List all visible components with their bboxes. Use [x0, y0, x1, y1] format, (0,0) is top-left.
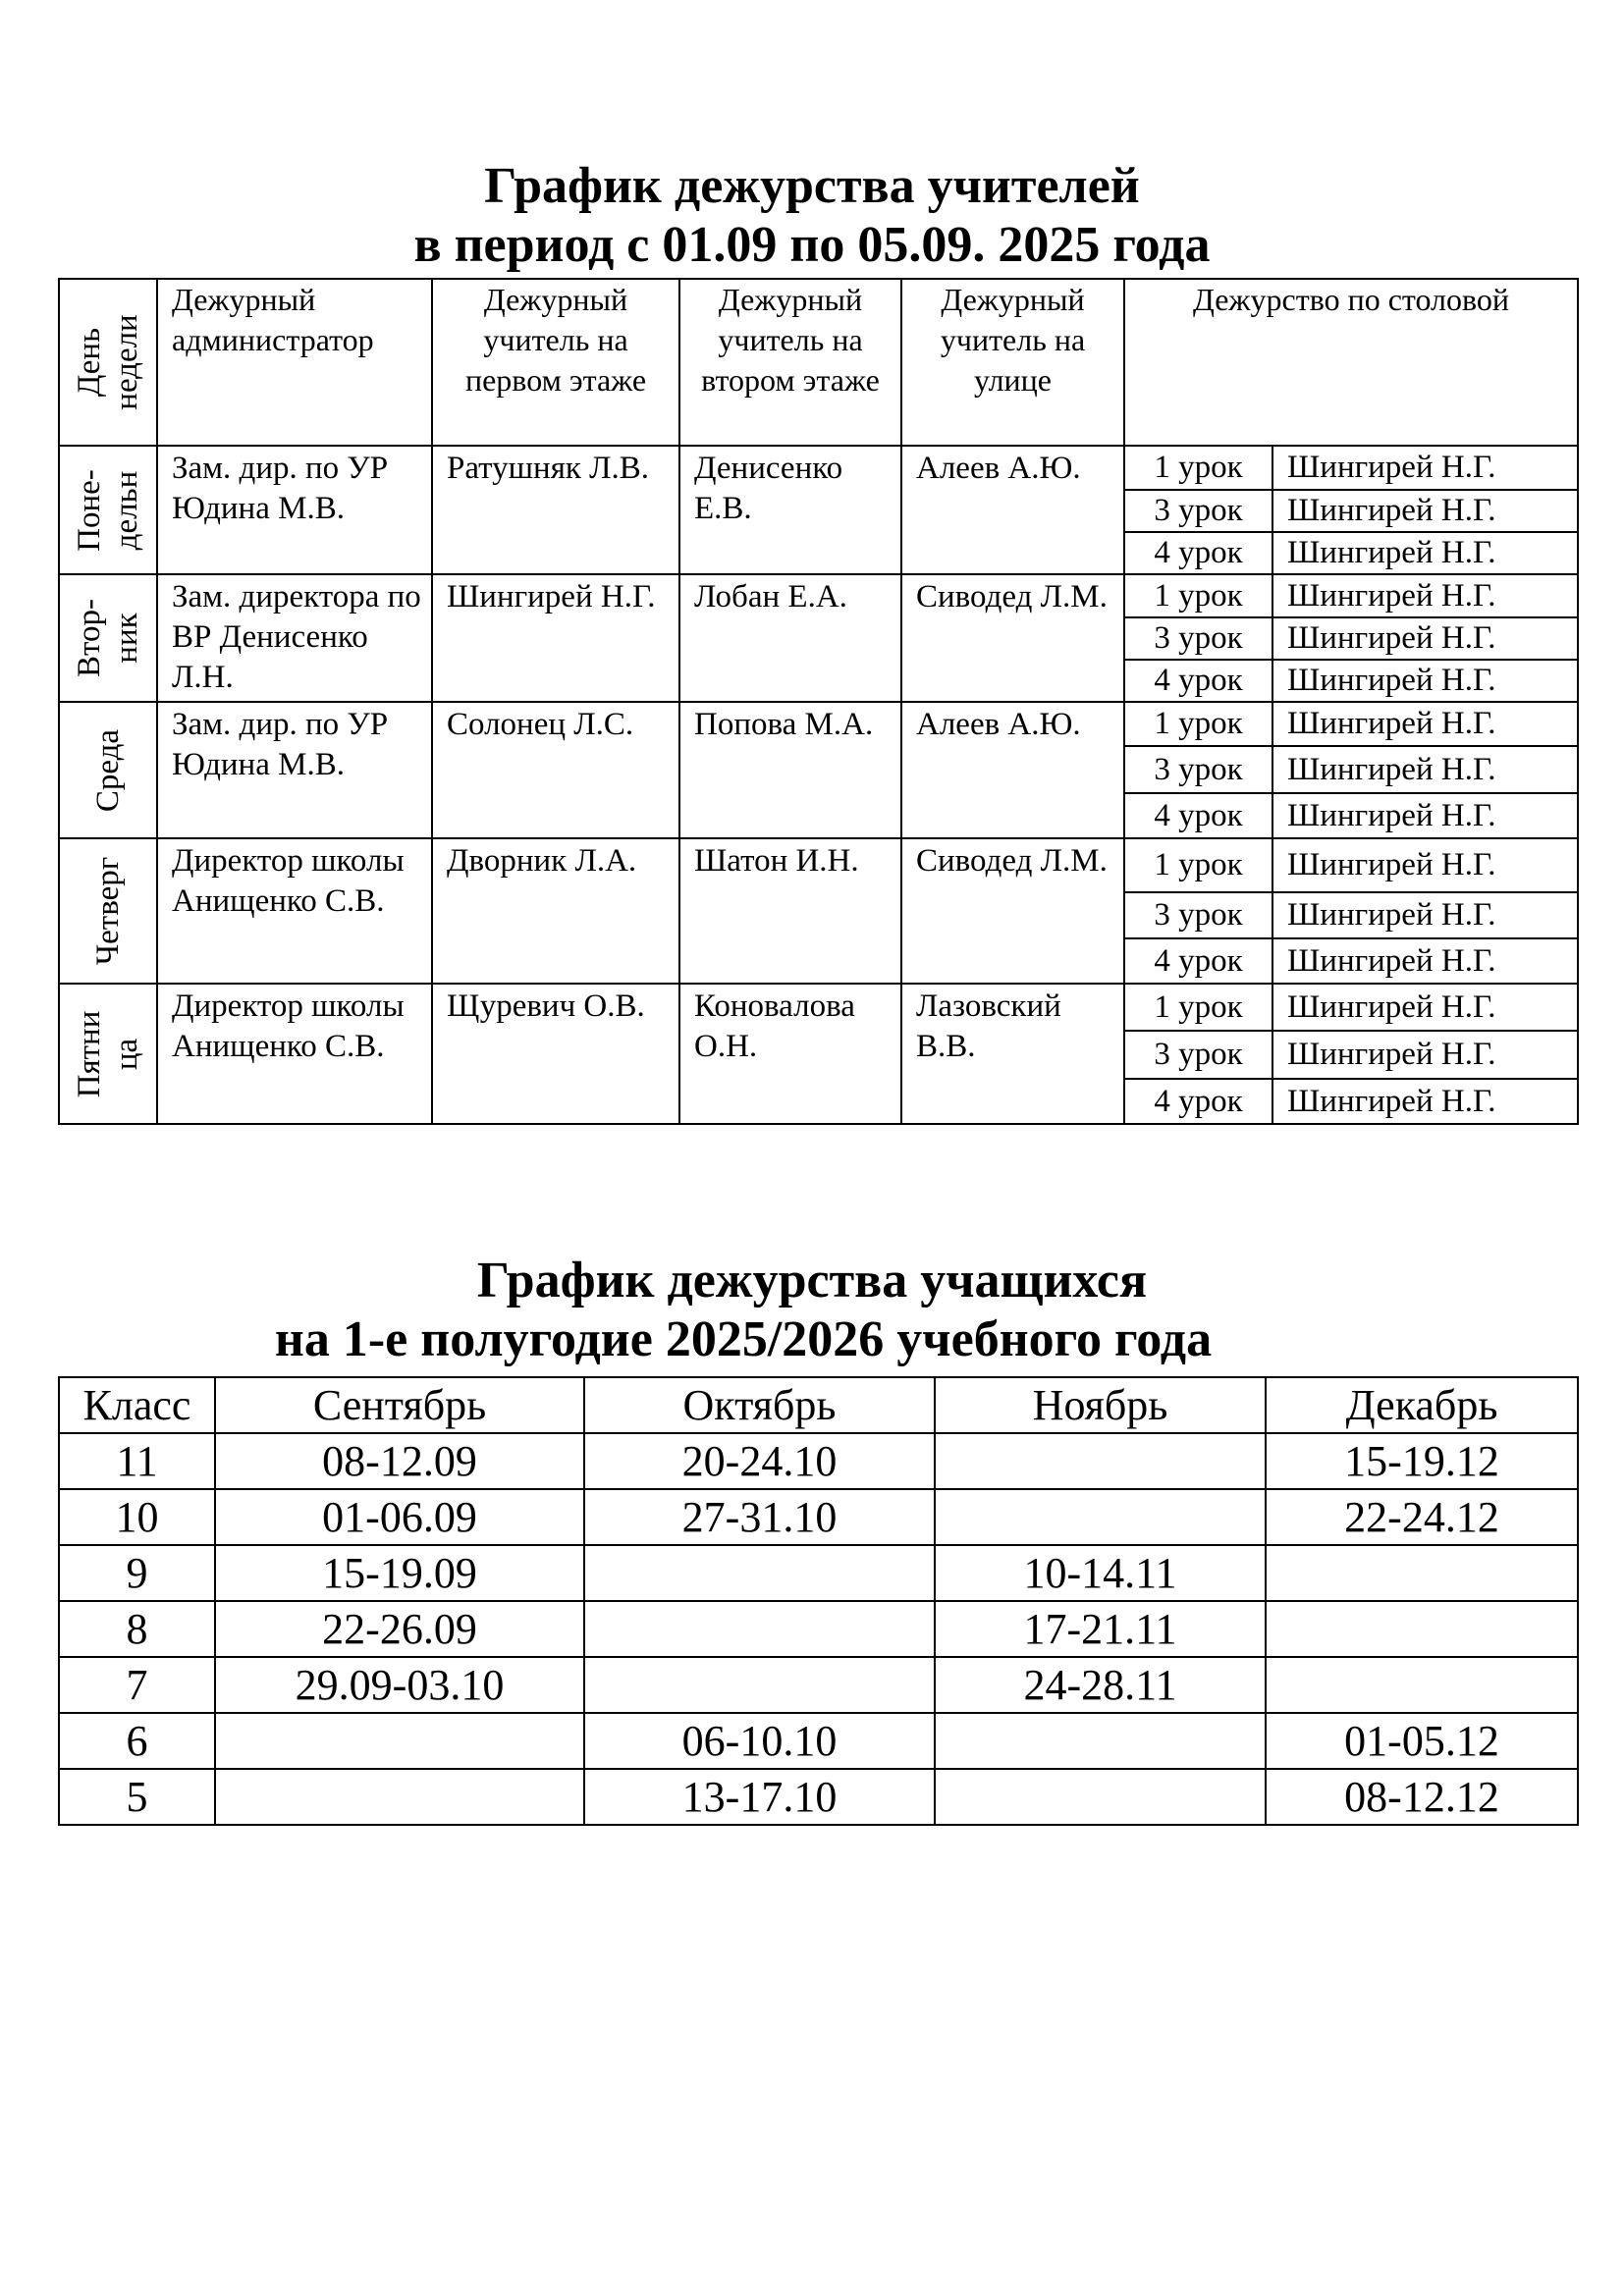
duty-week-cell — [215, 1713, 584, 1769]
students-header-cell: Ноябрь — [935, 1377, 1266, 1433]
duty-week-cell: 08-12.12 — [1266, 1769, 1578, 1825]
students-duty-table — [58, 1376, 1579, 1826]
duty-week-cell — [215, 1769, 584, 1825]
admin-cell: Директор школы Анищенко С.В. — [157, 838, 432, 984]
day-label: Пятни ца — [72, 1010, 144, 1097]
lesson-cell: 3 урок — [1124, 1031, 1272, 1079]
lesson-cell: 1 урок — [1124, 838, 1272, 892]
lesson-cell: 4 урок — [1124, 793, 1272, 838]
canteen-teacher-cell: Шингирей Н.Г. — [1272, 938, 1578, 984]
street-cell: Алеев А.Ю. — [901, 702, 1124, 838]
street-cell: Сиводед Л.М. — [901, 838, 1124, 984]
street-cell: Алеев А.Ю. — [901, 446, 1124, 574]
canteen-teacher-cell: Шингирей Н.Г. — [1272, 617, 1578, 660]
students-title-line1: График дежурства учащихся — [476, 1253, 1148, 1308]
day-label: Четверг — [90, 856, 126, 966]
teachers-schedule-title — [0, 157, 1624, 275]
street-cell: Сиводед Л.М. — [901, 574, 1124, 702]
duty-week-cell: 08-12.09 — [215, 1433, 584, 1489]
lesson-cell: 3 урок — [1124, 746, 1272, 793]
canteen-teacher-cell: Шингирей Н.Г. — [1272, 490, 1578, 532]
header-floor2: Дежурный учитель на втором этаже — [679, 279, 901, 446]
duty-week-cell: 29.09-03.10 — [215, 1657, 584, 1713]
canteen-teacher-cell: Шингирей Н.Г. — [1272, 1031, 1578, 1079]
duty-week-cell: 22-24.12 — [1266, 1489, 1578, 1545]
duty-week-cell: 10-14.11 — [935, 1545, 1266, 1601]
duty-week-cell: 17-21.11 — [935, 1601, 1266, 1657]
canteen-teacher-cell: Шингирей Н.Г. — [1272, 892, 1578, 938]
students-header-cell: Класс — [59, 1377, 215, 1433]
teachers-duty-table — [58, 278, 1579, 1125]
students-header-cell: Декабрь — [1266, 1377, 1578, 1433]
duty-week-cell: 01-05.12 — [1266, 1713, 1578, 1769]
duty-week-cell — [935, 1433, 1266, 1489]
duty-week-cell: 22-26.09 — [215, 1601, 584, 1657]
canteen-teacher-cell: Шингирей Н.Г. — [1272, 793, 1578, 838]
admin-cell: Зам. директора по ВР Денисенко Л.Н. — [157, 574, 432, 702]
class-cell: 7 — [59, 1657, 215, 1713]
duty-week-cell — [584, 1657, 935, 1713]
teachers-row — [59, 838, 1578, 892]
header-admin: Дежурный администратор — [157, 279, 432, 446]
day-cell — [59, 702, 157, 838]
header-floor1: Дежурный учитель на первом этаже — [432, 279, 679, 446]
floor1-cell: Солонец Л.С. — [432, 702, 679, 838]
header-canteen: Дежурство по столовой — [1124, 279, 1578, 446]
class-cell: 11 — [59, 1433, 215, 1489]
class-cell: 9 — [59, 1545, 215, 1601]
teachers-row — [59, 702, 1578, 746]
admin-cell: Зам. дир. по УР Юдина М.В. — [157, 702, 432, 838]
duty-week-cell — [1266, 1545, 1578, 1601]
canteen-teacher-cell: Шингирей Н.Г. — [1272, 984, 1578, 1031]
duty-week-cell: 13-17.10 — [584, 1769, 935, 1825]
canteen-teacher-cell: Шингирей Н.Г. — [1272, 746, 1578, 793]
lesson-cell: 3 урок — [1124, 892, 1272, 938]
teachers-table-body — [59, 279, 1578, 1124]
floor1-cell: Щуревич О.В. — [432, 984, 679, 1124]
lesson-cell: 3 урок — [1124, 490, 1272, 532]
canteen-teacher-cell: Шингирей Н.Г. — [1272, 702, 1578, 746]
floor1-cell: Ратушняк Л.В. — [432, 446, 679, 574]
lesson-cell: 4 урок — [1124, 532, 1272, 574]
canteen-teacher-cell: Шингирей Н.Г. — [1272, 532, 1578, 574]
canteen-teacher-cell: Шингирей Н.Г. — [1272, 838, 1578, 892]
students-schedule-title — [0, 1252, 1624, 1369]
teachers-row — [59, 446, 1578, 490]
duty-week-cell: 15-19.12 — [1266, 1433, 1578, 1489]
students-row — [59, 1489, 1578, 1545]
teachers-title-line2: в период с 01.09 по 05.09. 2025 года — [413, 217, 1211, 273]
teachers-title-line1: График дежурства учителей — [484, 158, 1140, 214]
admin-cell: Зам. дир. по УР Юдина М.В. — [157, 446, 432, 574]
admin-cell: Директор школы Анищенко С.В. — [157, 984, 432, 1124]
duty-week-cell — [935, 1769, 1266, 1825]
teachers-row — [59, 984, 1578, 1031]
students-header-cell: Сентябрь — [215, 1377, 584, 1433]
duty-week-cell: 20-24.10 — [584, 1433, 935, 1489]
day-label: Втор- ник — [72, 599, 144, 677]
duty-week-cell: 27-31.10 — [584, 1489, 935, 1545]
students-title-line2: на 1-е полугодие 2025/2026 учебного года — [274, 1311, 1213, 1367]
students-row — [59, 1433, 1578, 1489]
lesson-cell: 3 урок — [1124, 617, 1272, 660]
floor2-cell: Коновалова О.Н. — [679, 984, 901, 1124]
class-cell: 5 — [59, 1769, 215, 1825]
duty-week-cell: 01-06.09 — [215, 1489, 584, 1545]
day-label: Среда — [90, 728, 126, 812]
canteen-teacher-cell: Шингирей Н.Г. — [1272, 1079, 1578, 1124]
class-cell: 6 — [59, 1713, 215, 1769]
students-row — [59, 1657, 1578, 1713]
lesson-cell: 4 урок — [1124, 1079, 1272, 1124]
floor2-cell: Денисенко Е.В. — [679, 446, 901, 574]
duty-week-cell — [1266, 1657, 1578, 1713]
floor1-cell: Шингирей Н.Г. — [432, 574, 679, 702]
floor2-cell: Попова М.А. — [679, 702, 901, 838]
students-header-cell: Октябрь — [584, 1377, 935, 1433]
duty-week-cell: 24-28.11 — [935, 1657, 1266, 1713]
lesson-cell: 1 урок — [1124, 446, 1272, 490]
teachers-header-row — [59, 279, 1578, 446]
floor2-cell: Шатон И.Н. — [679, 838, 901, 984]
students-table-body — [59, 1377, 1578, 1825]
teachers-row — [59, 574, 1578, 617]
students-row — [59, 1713, 1578, 1769]
lesson-cell: 4 урок — [1124, 660, 1272, 702]
duty-week-cell — [935, 1713, 1266, 1769]
students-row — [59, 1545, 1578, 1601]
day-cell — [59, 446, 157, 574]
canteen-teacher-cell: Шингирей Н.Г. — [1272, 660, 1578, 702]
duty-week-cell — [935, 1489, 1266, 1545]
students-row — [59, 1601, 1578, 1657]
duty-week-cell — [1266, 1601, 1578, 1657]
students-header-row — [59, 1377, 1578, 1433]
canteen-teacher-cell: Шингирей Н.Г. — [1272, 574, 1578, 617]
canteen-teacher-cell: Шингирей Н.Г. — [1272, 446, 1578, 490]
lesson-cell: 1 урок — [1124, 574, 1272, 617]
day-label: Поне- дельн — [72, 468, 144, 552]
duty-week-cell — [584, 1545, 935, 1601]
header-day-cell — [59, 279, 157, 446]
header-street: Дежурный учитель на улице — [901, 279, 1124, 446]
students-row — [59, 1769, 1578, 1825]
day-cell — [59, 984, 157, 1124]
duty-week-cell: 06-10.10 — [584, 1713, 935, 1769]
street-cell: Лазовский В.В. — [901, 984, 1124, 1124]
duty-week-cell: 15-19.09 — [215, 1545, 584, 1601]
day-cell — [59, 838, 157, 984]
duty-week-cell — [584, 1601, 935, 1657]
class-cell: 8 — [59, 1601, 215, 1657]
class-cell: 10 — [59, 1489, 215, 1545]
lesson-cell: 1 урок — [1124, 702, 1272, 746]
floor2-cell: Лобан Е.А. — [679, 574, 901, 702]
header-day: День недели — [72, 314, 144, 410]
day-cell — [59, 574, 157, 702]
lesson-cell: 1 урок — [1124, 984, 1272, 1031]
lesson-cell: 4 урок — [1124, 938, 1272, 984]
floor1-cell: Дворник Л.А. — [432, 838, 679, 984]
